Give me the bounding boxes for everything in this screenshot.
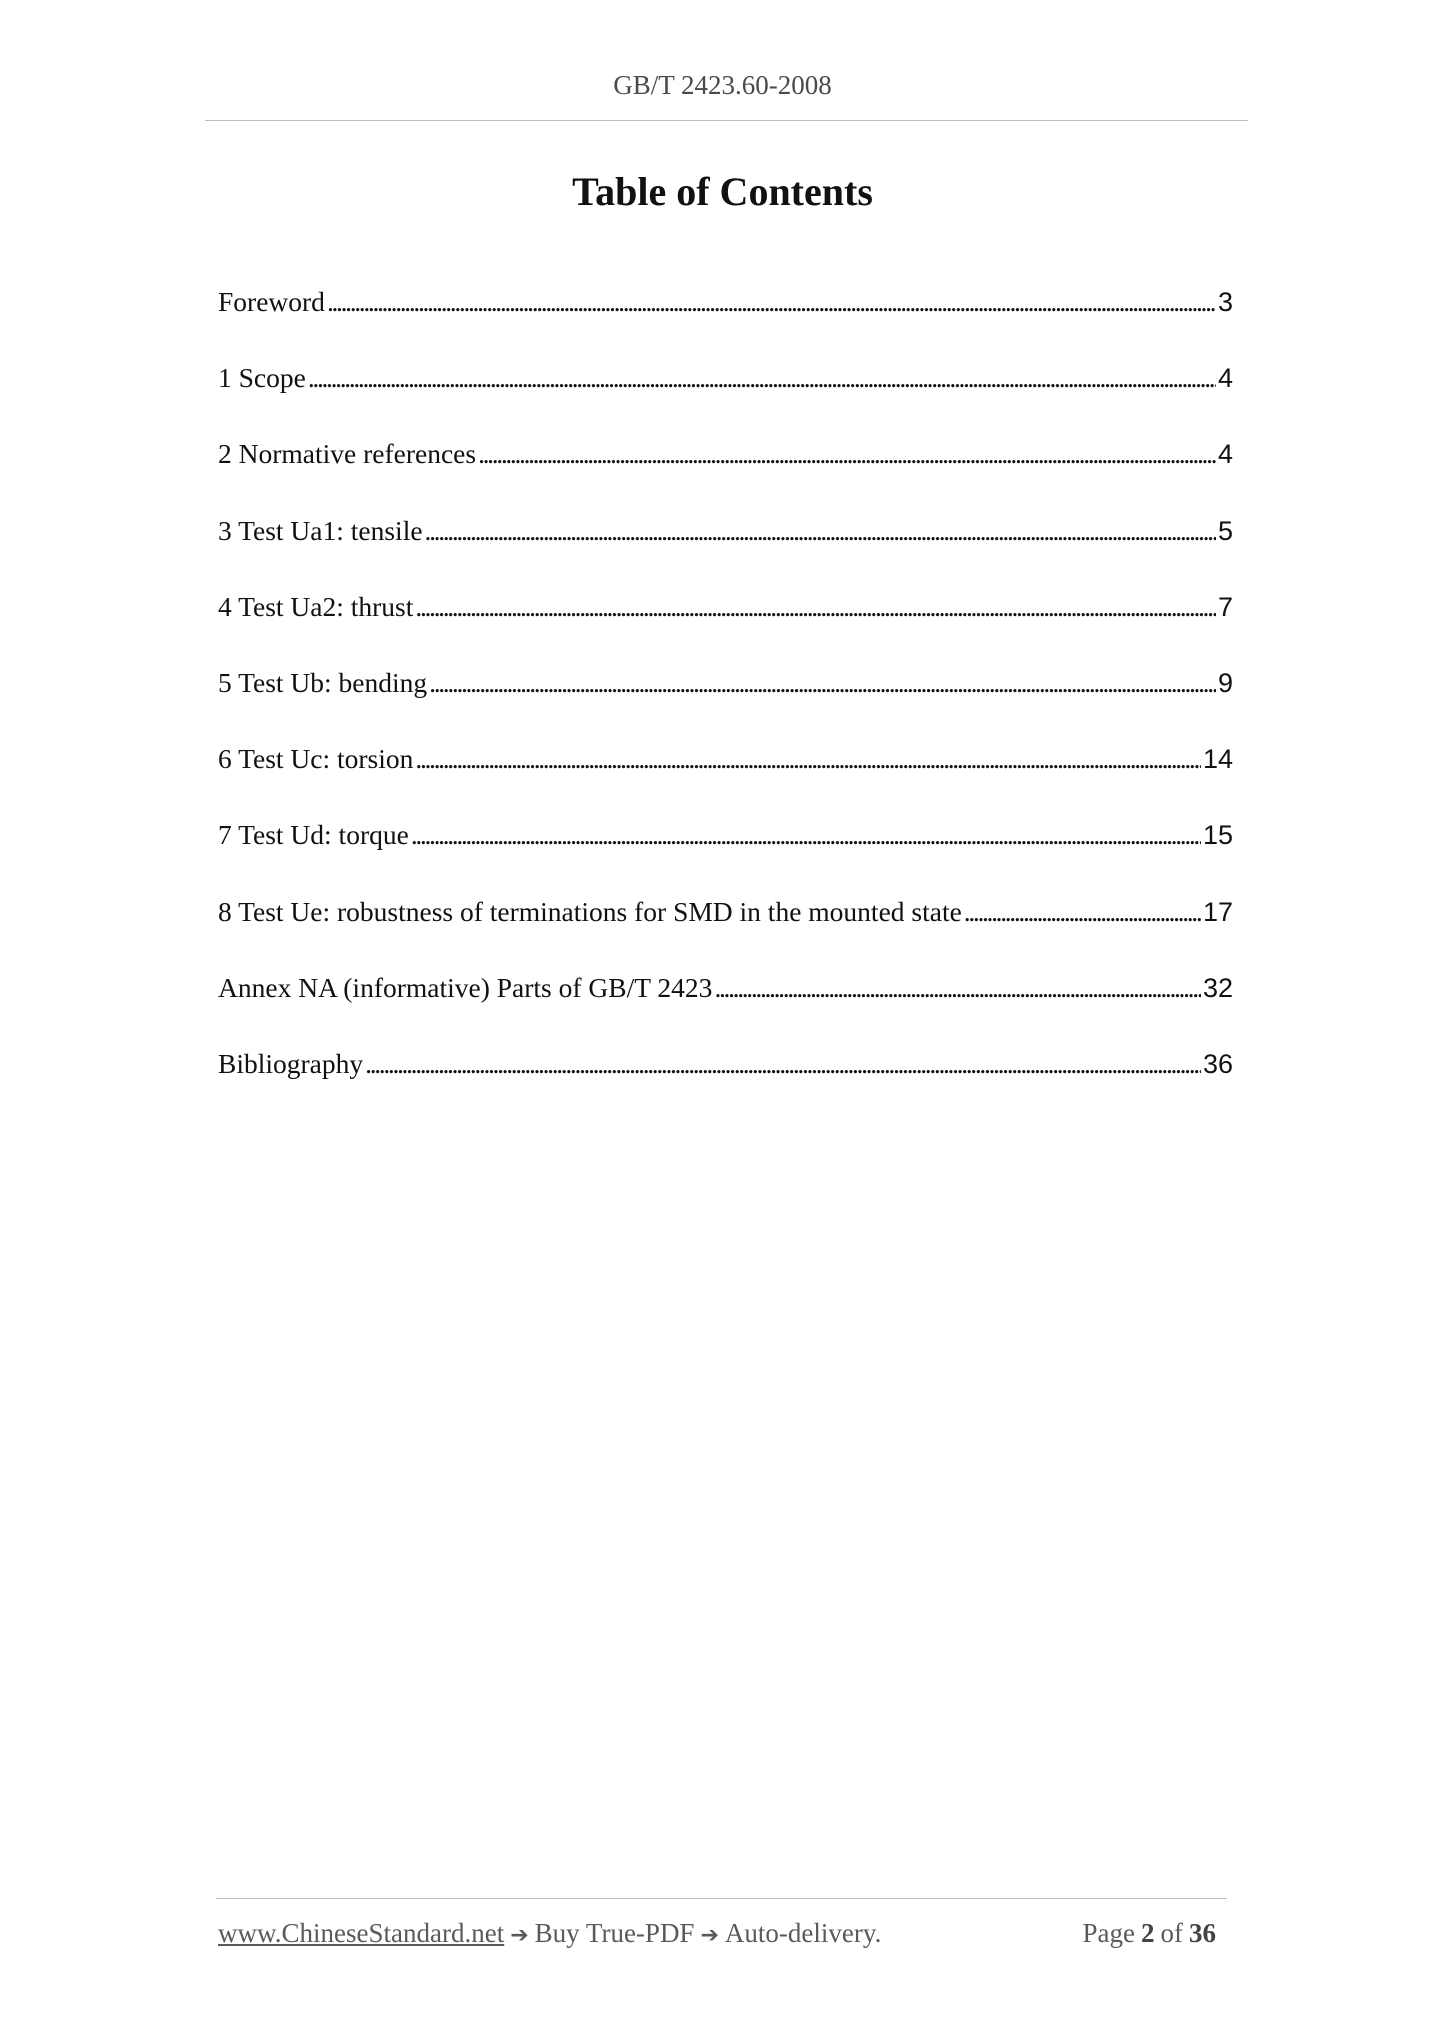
toc-title: Table of Contents	[572, 169, 873, 214]
toc-entry-test-ua1[interactable]	[218, 515, 1233, 591]
toc-entry-label: 5 Test Ub: bending	[218, 666, 428, 698]
toc-entry-label: 8 Test Ue: robustness of terminations for SMD in the mounted state	[218, 895, 962, 927]
toc-dot-leader	[714, 972, 1201, 1004]
toc-entry-page: 36	[1202, 1048, 1233, 1079]
toc-entry-bibliography[interactable]	[218, 1048, 1233, 1124]
current-page-number: 2	[1141, 1918, 1155, 1948]
toc-entry-label: 3 Test Ua1: tensile	[218, 514, 423, 546]
toc-entry-label: Bibliography	[218, 1047, 364, 1079]
toc-entry-test-ub[interactable]	[218, 667, 1233, 743]
toc-dot-leader	[411, 819, 1201, 851]
toc-dot-leader	[478, 438, 1216, 470]
of-word: of	[1160, 1918, 1183, 1948]
buy-true-pdf-text: Buy True-PDF	[534, 1918, 695, 1948]
toc-entry-label: 2 Normative references	[218, 438, 477, 470]
toc-entry-scope[interactable]	[218, 362, 1233, 438]
toc-entry-test-uc[interactable]	[218, 743, 1233, 819]
toc-entry-label: Foreword	[218, 286, 325, 317]
toc-entry-label: 1 Scope	[218, 362, 306, 394]
toc-entry-label: 4 Test Ua2: thrust	[218, 590, 414, 622]
page-word: Page	[1082, 1918, 1135, 1948]
toc-entry-test-ua2[interactable]	[218, 591, 1233, 667]
toc-entry-normative-references[interactable]	[218, 438, 1233, 514]
toc-entry-page: 14	[1202, 744, 1233, 775]
header-divider	[205, 120, 1248, 121]
toc-entry-foreword[interactable]	[218, 286, 1233, 362]
auto-delivery-text: Auto-delivery.	[724, 1918, 882, 1948]
site-link[interactable]: www.ChineseStandard.net	[218, 1918, 505, 1948]
total-pages-number: 36	[1189, 1918, 1216, 1948]
toc-entry-page: 15	[1202, 820, 1233, 851]
toc-dot-leader	[308, 362, 1216, 394]
toc-dot-leader	[365, 1048, 1201, 1080]
page-indicator	[1083, 1918, 1222, 1949]
toc-list	[218, 286, 1233, 1124]
toc-entry-page: 5	[1217, 515, 1233, 546]
right-arrow-icon: ➔	[700, 1923, 719, 1948]
toc-entry-label: 7 Test Ud: torque	[218, 819, 409, 851]
toc-dot-leader	[425, 515, 1216, 547]
toc-entry-page: 32	[1202, 972, 1233, 1003]
page-footer	[218, 1918, 1226, 1958]
toc-entry-page: 7	[1217, 591, 1233, 622]
toc-entry-annex-na[interactable]	[218, 972, 1233, 1048]
header-doc-code: GB/T 2423.60-2008	[613, 70, 832, 100]
toc-dot-leader	[429, 667, 1216, 699]
toc-entry-test-ue[interactable]	[218, 896, 1233, 972]
toc-entry-page: 17	[1202, 896, 1233, 927]
right-arrow-icon: ➔	[510, 1923, 529, 1948]
toc-entry-page: 9	[1217, 667, 1233, 698]
footer-divider	[216, 1898, 1227, 1899]
toc-entry-page: 4	[1217, 439, 1233, 470]
toc-dot-leader	[964, 896, 1201, 928]
toc-dot-leader	[327, 286, 1216, 318]
toc-dot-leader	[415, 591, 1216, 623]
toc-entry-label: 6 Test Uc: torsion	[218, 743, 414, 775]
toc-entry-label: Annex NA (informative) Parts of GB/T 2423	[218, 971, 713, 1003]
toc-entry-test-ud[interactable]	[218, 819, 1233, 895]
toc-entry-page: 3	[1217, 287, 1233, 317]
toc-entry-page: 4	[1217, 363, 1233, 394]
footer-promo	[218, 1918, 881, 1949]
toc-dot-leader	[415, 743, 1201, 775]
